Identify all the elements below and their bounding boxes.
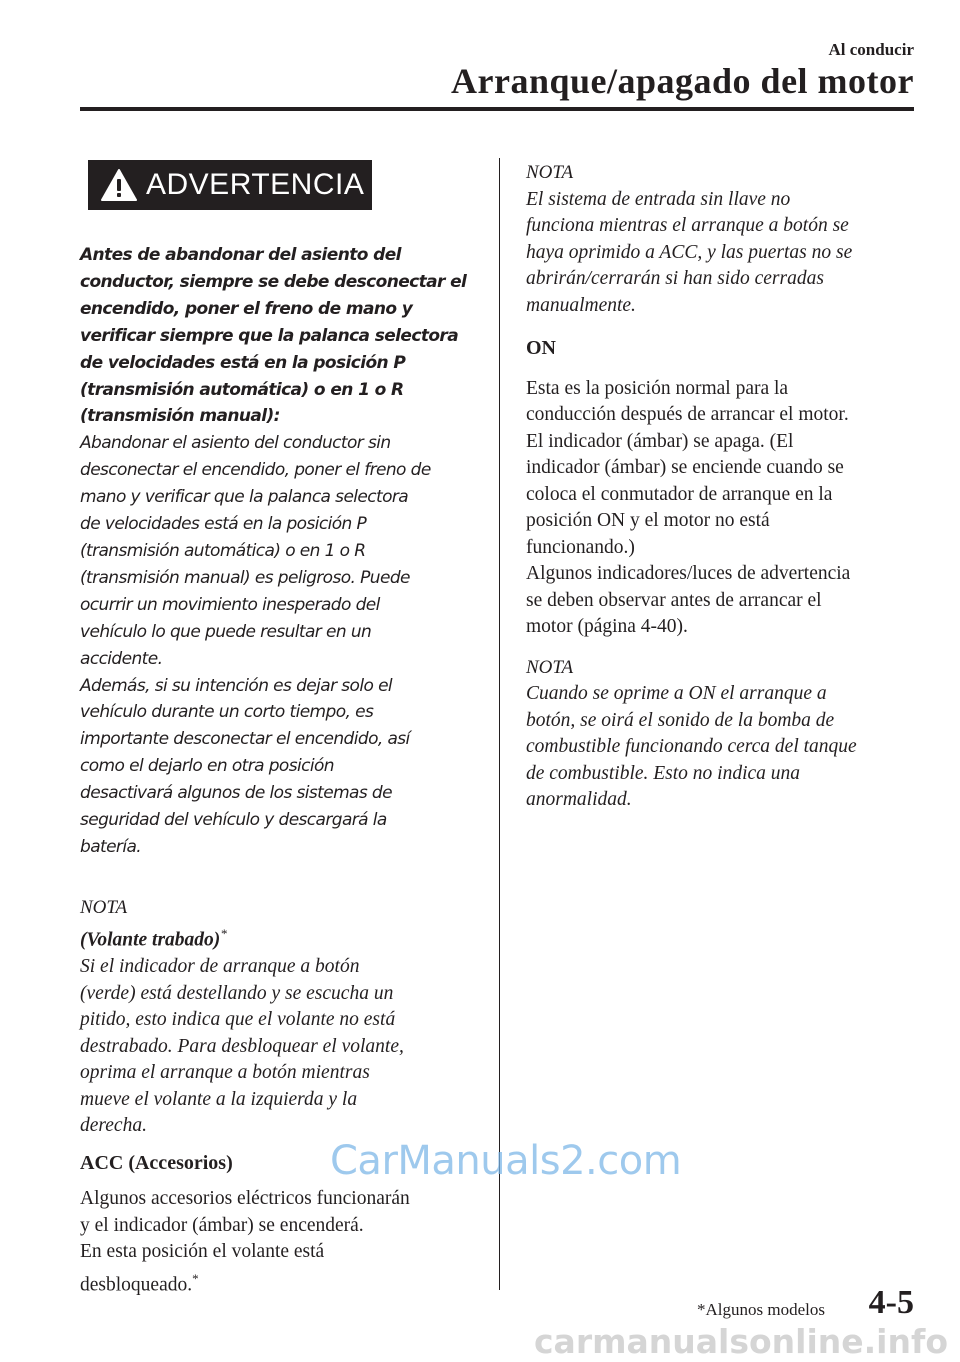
text-line: El sistema de entrada sin llave no [526, 188, 791, 210]
nota-subheading-text: (Volante trabado) [80, 929, 221, 951]
text-line: como el dejarlo en otra posición [80, 756, 334, 777]
text-line: anormalidad. [526, 789, 632, 810]
nota-volante [80, 895, 475, 1140]
text-line: Algunos accesorios eléctricos funcionarán [80, 1188, 410, 1210]
text-line: accidente. [80, 648, 163, 669]
text-line: vehículo lo que puede resultar en un [80, 621, 372, 642]
warning-body [80, 430, 475, 861]
text-line: Si el indicador de arranque a botón [80, 956, 360, 978]
text-line: batería. [80, 836, 142, 857]
text-line: pitido, esto indica que el volante no está [80, 1009, 396, 1031]
text-line: (transmisión automática) o en 1 o R [80, 379, 404, 400]
text-fragment: desbloqueado. [80, 1274, 193, 1296]
text-line: importante desconectar el encendido, así [80, 729, 410, 750]
text-line: desactivará algunos de los sistemas de [80, 783, 392, 804]
text-line: indicador (ámbar) se enciende cuando se [526, 457, 844, 478]
text-line: Antes de abandonar del asiento del [80, 245, 401, 265]
column-divider [499, 158, 500, 1290]
left-column [80, 160, 475, 1299]
text-line: manualmente. [526, 294, 636, 316]
nota-heading: NOTA [526, 656, 574, 678]
text-line: (transmisión manual): [80, 406, 280, 427]
text-line: oprima el arranque a botón mientras [80, 1062, 370, 1084]
text-line: conducción después de arrancar el motor. [526, 404, 849, 425]
text-line: Cuando se oprime a ON el arranque a [526, 683, 827, 704]
text-line [80, 1266, 475, 1299]
warning-triangle-icon [100, 168, 138, 202]
nota-bomba [526, 655, 921, 814]
nota-heading: NOTA [80, 896, 128, 918]
footer-note: *Algunos modelos [697, 1300, 825, 1319]
text-line: (verde) está destellando y se escucha un [80, 982, 394, 1004]
text-line: conductor, siempre se debe desconectar el [80, 271, 467, 292]
text-line: Además, si su intención es dejar solo el [80, 675, 393, 696]
text-line: Abandonar el asiento del conductor sin [80, 433, 391, 454]
text-line: y el indicador (ámbar) se encenderá. [80, 1214, 364, 1236]
text-line: Esta es la posición normal para la [526, 377, 789, 399]
text-line: desconectar el encendido, poner el freno de [80, 460, 431, 481]
page-number: 4-5 [868, 1284, 914, 1321]
text-line: se deben observar antes de arrancar el [526, 589, 822, 611]
warning-label: ADVERTENCIA [146, 168, 365, 201]
watermark-site: carmanualsonline.info [534, 1322, 948, 1361]
nota-entrada [526, 160, 921, 319]
watermark-overlay: CarManuals2.com [330, 1138, 682, 1184]
text-line: ocurrir un movimiento inesperado del [80, 594, 380, 615]
text-line: combustible funcionando cerca del tanque [526, 736, 857, 757]
text-line: encendido, poner el freno de mano y [80, 298, 413, 319]
nota-heading: NOTA [526, 162, 574, 183]
text-line: mano y verificar que la palanca selectora [80, 487, 409, 508]
header-rule [80, 107, 914, 111]
text-line: mueve el volante a la izquierda y la [80, 1088, 358, 1110]
text-line: abrirán/cerrarán si han sido cerradas [526, 268, 824, 289]
nota-subheading [80, 921, 475, 954]
text-line: (transmisión automática) o en 1 o R [80, 540, 366, 561]
acc-heading: ACC (Accesorios) [80, 1151, 233, 1174]
text-line: haya oprimido a ACC, y las puertas no se [526, 241, 853, 263]
text-line: funcionando.) [526, 536, 635, 558]
text-line: seguridad del vehículo y descargará la [80, 810, 387, 831]
right-column [526, 160, 921, 814]
text-line: (transmisión manual) es peligroso. Puede [80, 567, 410, 588]
text-line: de combustible. Esto no indica una [526, 762, 801, 784]
text-line: botón, se oirá el sonido de la bomba de [526, 709, 835, 731]
text-line: verificar siempre que la palanca selectora [80, 325, 459, 346]
text-line: funciona mientras el arranque a botón se [526, 215, 849, 236]
text-line: Algunos indicadores/luces de advertencia [526, 563, 851, 584]
page-title: Arranque/apagado del motor [451, 61, 914, 101]
text-line: destrabado. Para desbloquear el volante, [80, 1035, 404, 1057]
text-line: coloca el conmutador de arranque en la [526, 483, 833, 505]
text-line: motor (página 4-40). [526, 616, 688, 637]
text-line: derecha. [80, 1115, 147, 1137]
text-line: posición ON y el motor no está [526, 510, 770, 531]
text-line: vehículo durante un corto tiempo, es [80, 702, 374, 723]
asterisk-mark: * [192, 1270, 199, 1286]
warning-heading [80, 242, 475, 430]
asterisk-mark: * [220, 926, 227, 942]
text-line: de velocidades está en la posición P [80, 514, 367, 535]
text-line: de velocidades está en la posición P [80, 352, 406, 373]
on-heading: ON [526, 337, 556, 359]
text-line: En esta posición el volante está [80, 1241, 325, 1263]
section-label: Al conducir [828, 40, 914, 59]
warning-banner [88, 160, 372, 210]
text-line: El indicador (ámbar) se apaga. (El [526, 430, 794, 452]
